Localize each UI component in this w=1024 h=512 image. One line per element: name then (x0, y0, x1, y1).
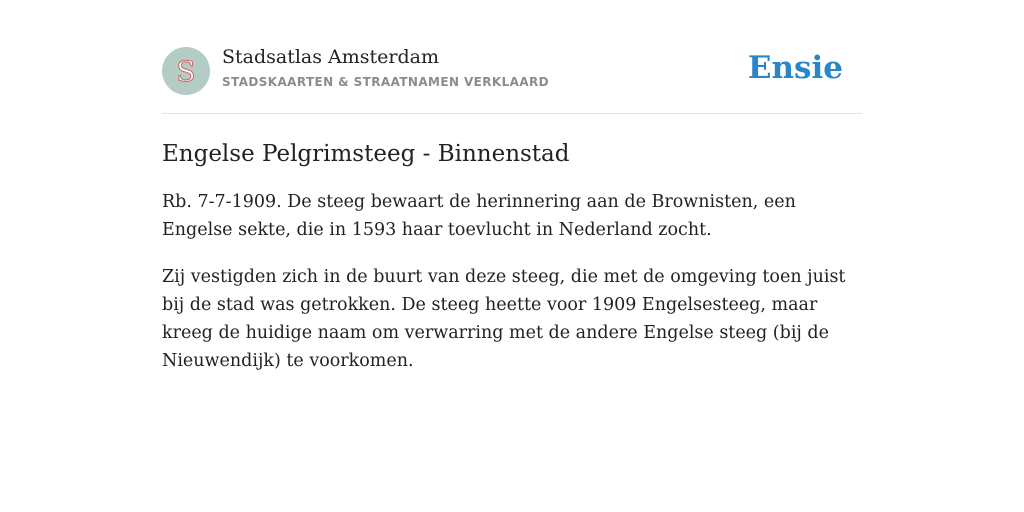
page-title: Engelse Pelgrimsteeg - Binnenstad (162, 141, 570, 167)
site-header (162, 0, 862, 114)
article-paragraph: Rb. 7-7-1909. De steeg bewaart de herinnering aan de Brownisten, een Engelse sekte, die in 1593 haar toevlucht in Nederland zocht. (162, 192, 796, 240)
article-paragraph: Zij vestigden zich in de buurt van deze steeg, die met de omgeving toen juist bij de stad was getrokken. De steeg heette voor 1909 Engelsesteeg, maar kreeg de huidige naam om verwarring met de andere Engelse steeg (bij de Nieuwendijk) te voorkomen. (162, 267, 846, 371)
site-title[interactable]: Stadsatlas Amsterdam (222, 46, 440, 68)
avatar-letter: S (176, 54, 196, 88)
avatar[interactable] (162, 47, 210, 95)
ensie-logo[interactable]: Ensie (747, 50, 843, 86)
page (162, 0, 862, 375)
site-subtitle: STADSKAARTEN & STRAATNAMEN VERKLAARD (222, 75, 550, 89)
